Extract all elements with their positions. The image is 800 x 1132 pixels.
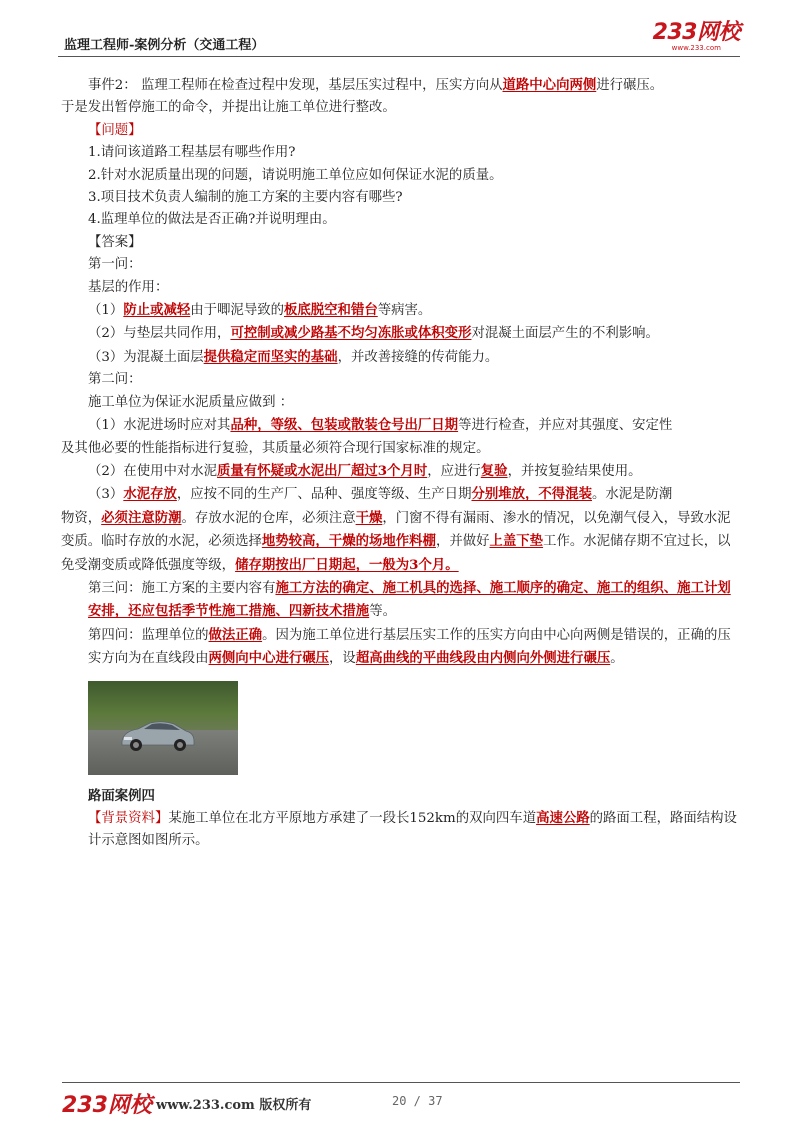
answer3-paragraph: 第三问：施工方案的主要内容有施工方法的确定、施工机具的选择、施工顺序的确定、施工的组织、施工计划安排，还应包括季节性施工措施、四新技术措施等。 [88,579,731,620]
answer2-line1-continued: 及其他必要的性能指标进行复验，其质量必须符合现行国家标准的规定。 [61,440,490,456]
page-header [58,22,740,54]
answer2-title: 第二问： [88,372,142,388]
question-item: 1.请问该道路工程基层有哪些作用? [88,145,296,161]
event2-paragraph: 事件2： 监理工程师在检查过程中发现，基层压实过程中，压实方向从道路中心向两侧进行碾压。 [88,77,664,93]
answer2-line2: （2）在使用中对水泥质量有怀疑或水泥出厂超过3个月时，应进行复验，并按复验结果使用。 [88,462,642,479]
page-footer [62,1082,740,1122]
answer1-line2: （2）与垫层共同作用，可控制或减少路基不均匀冻胀或体积变形对混凝土面层产生的不利影响。 [88,325,659,342]
question-heading: 【问题】 [88,122,142,138]
case4-background: 【背景资料】某施工单位在北方平原地方承建了一段长152km的双向四车道高速公路的路面工程，路面结构设计示意图如图所示。 [88,809,737,849]
answer1-title: 第一问： [88,257,142,273]
answer1-line1: （1）防止或减轻由于唧泥导致的板底脱空和错台等病害。 [88,302,432,319]
answer2-intro: 施工单位为保证水泥质量应做到 ： [88,394,294,410]
answer2-line3: （3）水泥存放，应按不同的生产厂、品种、强度等级、生产日期分别堆放，不得混装。水泥是防潮 [88,486,673,503]
footer-logo[interactable]: 233网校 [62,1093,152,1118]
document-title: 监理工程师-案例分析（交通工程） [64,38,265,53]
footer-copyright: www.233.com 版权所有 [156,1098,312,1113]
brand-logo[interactable] [653,22,740,53]
footer-divider [62,1082,740,1083]
question-item: 4.监理单位的做法是否正确?并说明理由。 [88,212,336,228]
answer2-line1: （1）水泥进场时应对其品种，等级、包装或散装仓号出厂日期等进行检查，并应对其强度、安定性 [88,417,673,434]
answer2-line3-continued: 物资，必须注意防潮。存放水泥的仓库，必须注意干燥，门窗不得有漏雨、渗水的情况，以免潮气侵入，导致水泥变质。临时存放的水泥，必须选择地势较高，干燥的场地作料棚，并做好上盖下垫工作。水泥储存期不宜过长，以免受潮变质或降低强度等级，储存期按出厂日期起，一般为3个月。 [61,509,731,573]
case4-title: 路面案例四 [88,787,155,804]
car-illustration [116,717,198,753]
event2-continued: 于是发出暂停施工的命令，并提出让施工单位进行整改。 [61,100,396,116]
brand-logo-text: 233网校 [652,20,740,45]
question-item: 3.项目技术负责人编制的施工方案的主要内容有哪些? [88,190,403,206]
question-item: 2.针对水泥质量出现的问题，请说明施工单位应如何保证水泥的质量。 [88,167,503,183]
page-number: 20 / 37 [392,1094,443,1108]
answer1-intro: 基层的作用： [88,279,169,295]
answer-heading: 【答案】 [88,234,142,250]
event2-mark: 道路中心向两侧 [502,77,597,93]
answer4-paragraph: 第四问：监理单位的做法正确。因为施工单位进行基层压实工作的压实方向由中心向两侧是错误的，正确的压实方向为在直线段由两侧向中心进行碾压，设超高曲线的平曲线段由内侧向外侧进行碾压。 [88,626,731,667]
brand-logo-url: www.233.com [671,44,721,52]
answer1-line3: （3）为混凝土面层提供稳定而坚实的基础，并改善接缝的传荷能力。 [88,348,499,365]
document-body [61,74,741,853]
car-photo [88,681,238,775]
header-divider [58,56,740,57]
